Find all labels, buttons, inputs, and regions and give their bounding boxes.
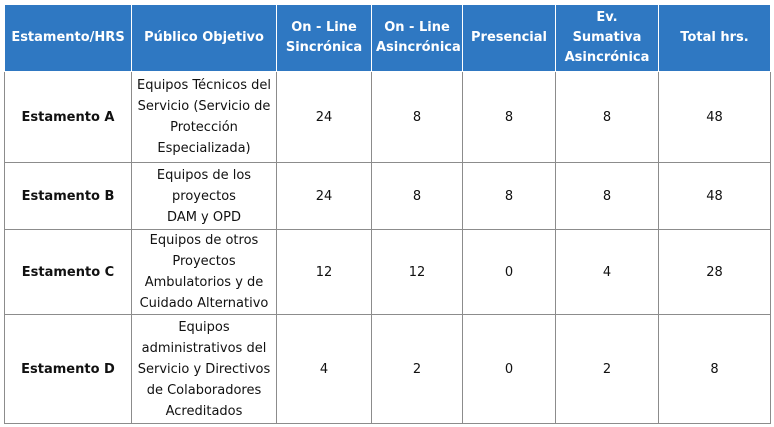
row-online-sincronica: 24 bbox=[277, 72, 372, 163]
row-publico-objetivo: Equipos Técnicos del Servicio (Servicio de Protección Especializada) bbox=[132, 72, 277, 163]
hours-table bbox=[4, 4, 771, 424]
row-publico-objetivo: Equipos administrativos del Servicio y Directivos de Colaboradores Acreditados bbox=[132, 315, 277, 424]
header-publico-objetivo: Público Objetivo bbox=[132, 5, 277, 72]
row-total-hrs: 48 bbox=[659, 72, 771, 163]
row-presencial: 0 bbox=[463, 230, 556, 315]
row-estamento: Estamento A bbox=[5, 72, 132, 163]
row-publico-objetivo: Equipos de otros Proyectos Ambulatorios y de Cuidado Alternativo bbox=[132, 230, 277, 315]
row-online-asincronica: 12 bbox=[372, 230, 463, 315]
row-online-asincronica: 8 bbox=[372, 163, 463, 230]
header-presencial: Presencial bbox=[463, 5, 556, 72]
table-row bbox=[5, 163, 771, 230]
header-total-hrs: Total hrs. bbox=[659, 5, 771, 72]
row-estamento: Estamento C bbox=[5, 230, 132, 315]
header-online-asincronica: On - Line Asincrónica bbox=[372, 5, 463, 72]
row-ev-sumativa: 2 bbox=[556, 315, 659, 424]
header-ev-sumativa: Ev. Sumativa Asincrónica bbox=[556, 5, 659, 72]
row-total-hrs: 28 bbox=[659, 230, 771, 315]
row-online-asincronica: 8 bbox=[372, 72, 463, 163]
row-ev-sumativa: 4 bbox=[556, 230, 659, 315]
row-online-sincronica: 4 bbox=[277, 315, 372, 424]
row-total-hrs: 48 bbox=[659, 163, 771, 230]
row-presencial: 0 bbox=[463, 315, 556, 424]
header-row bbox=[5, 5, 771, 72]
row-online-sincronica: 12 bbox=[277, 230, 372, 315]
row-ev-sumativa: 8 bbox=[556, 163, 659, 230]
row-total-hrs: 8 bbox=[659, 315, 771, 424]
row-online-sincronica: 24 bbox=[277, 163, 372, 230]
table-row bbox=[5, 230, 771, 315]
table-row bbox=[5, 315, 771, 424]
header-online-sincronica: On - Line Sincrónica bbox=[277, 5, 372, 72]
row-ev-sumativa: 8 bbox=[556, 72, 659, 163]
row-estamento: Estamento B bbox=[5, 163, 132, 230]
row-presencial: 8 bbox=[463, 72, 556, 163]
table-row bbox=[5, 72, 771, 163]
header-estamento: Estamento/HRS bbox=[5, 5, 132, 72]
row-publico-objetivo: Equipos de los proyectos DAM y OPD bbox=[132, 163, 277, 230]
row-presencial: 8 bbox=[463, 163, 556, 230]
row-online-asincronica: 2 bbox=[372, 315, 463, 424]
row-estamento: Estamento D bbox=[5, 315, 132, 424]
